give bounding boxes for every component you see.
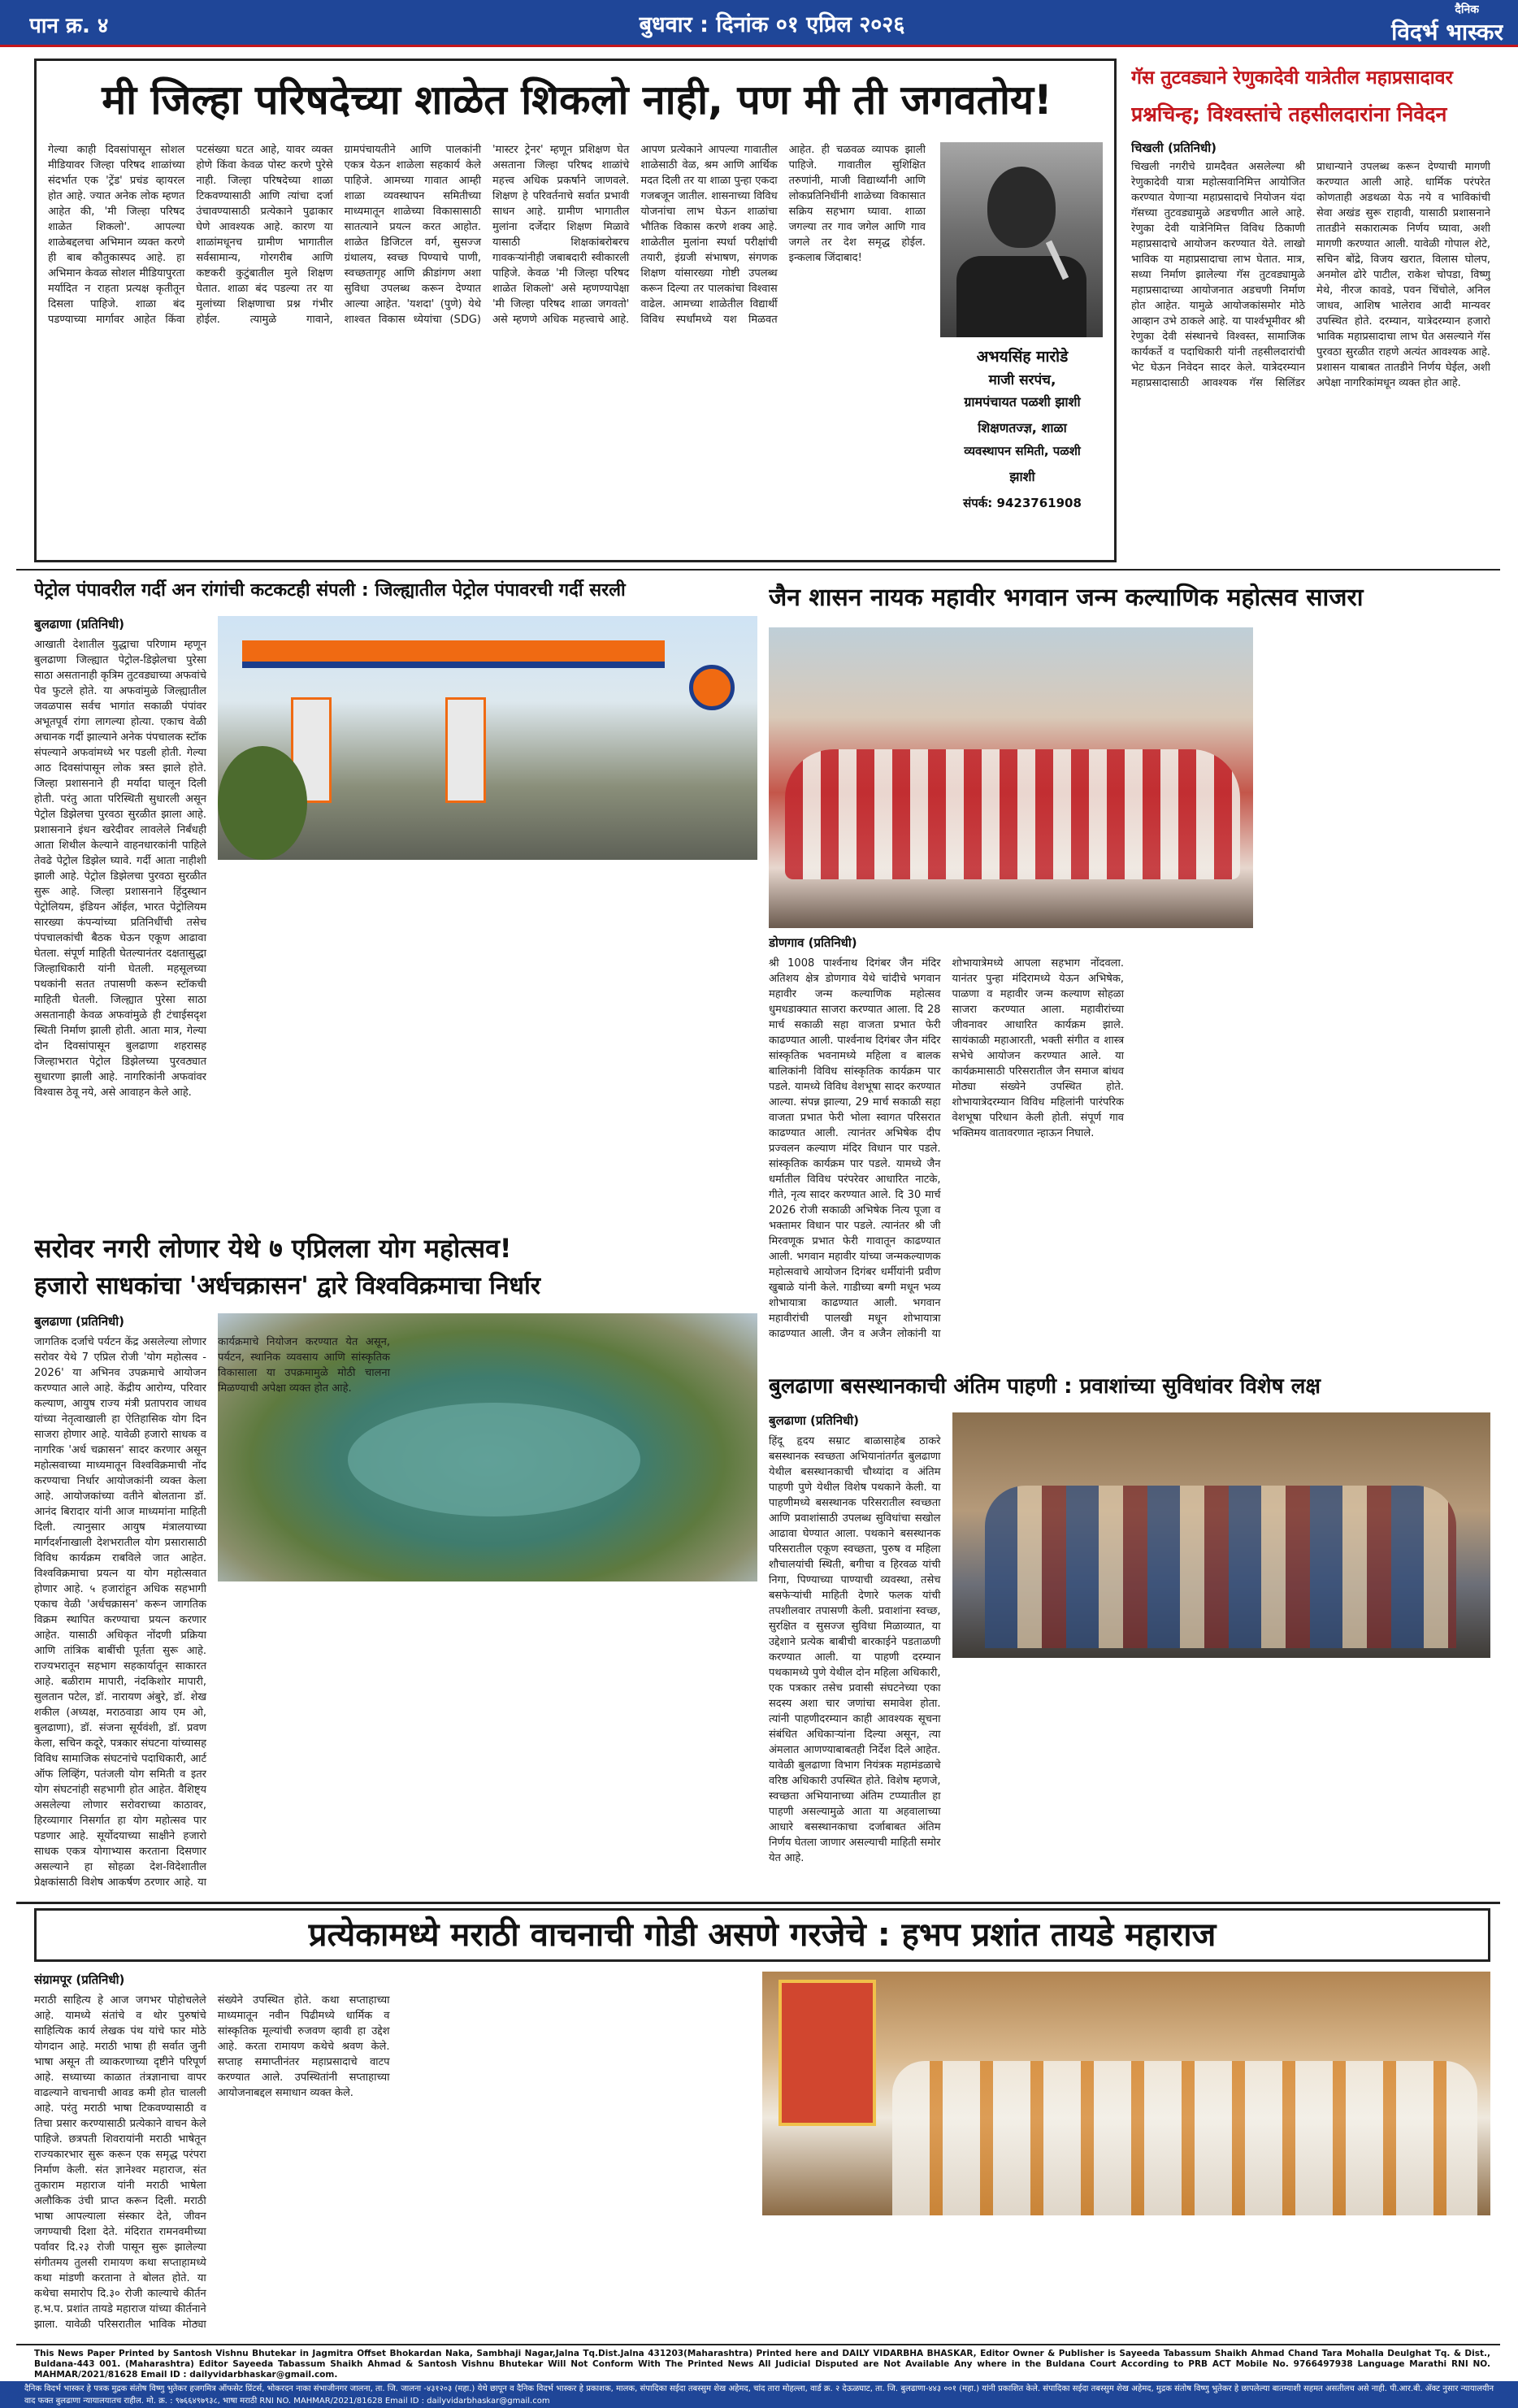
article-body: श्री 1008 पार्श्वनाथ दिगंबर जैन मंदिर अतिशय क्षेत्र डोणगाव येथे चांदीचे भगवान महावीर जन्म कल्याणिक महोत्सव धुमधडाक्यात साजरा करण्यात आला. दि 28 मार्च सकाळी सहा वाजता प्रभात फेरी काढण्यात आली. पार्श्वनाथ दिगंबर जैन मंदिर सांस्कृतिक भवनामध्ये महिला व बालक बालिकांनी विविध सांस्कृतिक कार्यक्रम पार पडले. यामध्ये विविध वेशभूषा सादर करण्यात आल्या. संपन्न झाल्या, 29 मार्च सकाळी सहा वाजता प्रभात फेरी भोला स्वागत परिसरात काढण्यात आली. त्यानंतर अभिषेक दीप प्रज्वलन कल्याण मंदिर विधान पार पडले. सांस्कृतिक कार्यक्रम पार पडले. यामध्ये जैन धर्मातील विविध परंपरेवर आधारित नाटके, गीते, नृत्य सादर करण्यात आले. दि 30 मार्च 2026 रोजी सकाळी अभिषेक नित्य पूजा व भक्तामर विधान पार पडले. त्यानंतर श्री जी मिरवणूक प्रभात फेरी गावातून काढण्यात आली. भगवान महावीर यांच्या जन्मकल्याणक महोत्सवाचे आयोजन दिगंबर धर्मीयांनी प्रवीण खुबाळे यांनी केले. गाडीच्या बग्गी मधून भव्य शोभायात्रा काढण्यात आली. भगवान महावीरांची पालखी मधून शोभायात्रा काढण्यात आली. जैन व अजैन लोकांनी या शोभायात्रेमध्ये आपला सहभाग नोंदवला. यानंतर पुन्हा मंदिरामध्ये येऊन अभिषेक, पाळणा व महावीर जन्म कल्याण सोहळा साजरा करण्यात आला. महावीरांच्या जीवनावर आधारित कार्यक्रम झाले. सायंकाळी महाआरती, भक्ती संगीत व शास्त्र सभेचे आयोजन करण्यात आले. या कार्यक्रमासाठी परिसरातील जैन समाज बांधव मोठ्या संख्येने उपस्थित होते. शोभायात्रेदरम्यान विविध महिलांनी पारंपरिक वेशभूषा परिधान केली होती. संपूर्ण गाव भक्तिमय वातावरणात न्हाऊन निघाले. — [769, 957, 1124, 1340]
byline-name: अभयसिंह मारोडे — [976, 348, 1069, 366]
dateline: बुलढाणा (प्रतिनिधी) — [769, 1413, 860, 1428]
dateline: डोणगाव (प्रतिनिधी) — [769, 935, 857, 950]
article-headline: प्रत्येकामध्ये मराठी वाचनाची गोडी असणे गरजेचे : हभप प्रशांत तायडे महाराज — [308, 1916, 1217, 1954]
page-number: पान क्र. ४ — [29, 14, 109, 38]
imprint-marathi: दैनिक विदर्भ भास्कर हे पत्रक मुद्रक संतोष विष्णु भुतेकर हजगमित्र ऑफसेट प्रिंटर्स, भोकरदन नाका संभाजीनगर जालना, ता. जि. जालना -४३१२०३ (महा.) येथे छापून व दैनिक विदर्भ भास्कर हे प्रकाशक, मालक, संपादिका सईदा तबस्सुम शेख अहेमद, चांद तारा मोहल्ला, वार्ड क्र. २ देऊळघाट, ता. जि. बुलढाणा-४४३ ००१ (महा.) यांनी प्रकाशित केले. संपादिका सईदा तबस्सुम शेख अहेमद, मुद्रक संतोष विष्णु भुतेकर हे छापलेल्या बातम्याशी सहमत असतीलच असे नाही. पी.आर.बी. ॲक्ट नुसार न्यायालयीन वाद फक्त बुलढाणा न्यायालयातच राहील. मो. क्र. : ९७६६४९७९३८, भाषा मराठी RNI NO. MAHMAR/2021/81628 Email ID : dailyvidarbhaskar@gmail.com — [0, 2381, 1518, 2408]
article-headline: गॅस तुटवड्याने रेणुकादेवी यात्रेतील महाप्रसादावर — [1131, 67, 1453, 89]
byline-contact: संपर्क: 9423761908 — [963, 496, 1082, 510]
issue-date: बुधवार : दिनांक ०१ एप्रिल २०२६ — [639, 12, 905, 37]
article-headline: मी जिल्हा परिषदेच्या शाळेत शिकलो नाही, पण मी ती जगवतोय! — [102, 76, 1052, 124]
article-petrol-pump — [34, 574, 757, 1224]
divider — [16, 2344, 1500, 2345]
byline-role: शिक्षणतज्ज्ञ, शाळा — [978, 420, 1067, 436]
article-marathi-reading — [34, 1908, 1490, 2339]
article-body: आखाती देशातील युद्धाचा परिणाम म्हणून बुलढाणा जिल्ह्यात पेट्रोल-डिझेलचा पुरेसा साठा असतानाही कृत्रिम तुटवड्याच्या अफवांचे पेव फुटले होते. या अफवांमुळे जिल्ह्यातील जवळपास सर्वच भागांत सकाळी पंपांवर अभूतपूर्व रांगा लागल्या होत्या. एकाच वेळी अचानक गर्दी झाल्याने अनेक पंपचालक स्टॉक संपल्याने अफवांमध्ये भर पडली होती. गेल्या आठ दिवसांपासून लोक त्रस्त झाले होते. जिल्हा प्रशासनाने ही मर्यादा घालून दिली होती. परंतु आता परिस्थिती सुधारली असून पेट्रोल डिझेलचा पुरवठा सुरळीत झाला आहे. प्रशासनाने इंधन खरेदीवर लावलेले निर्बंधही आता शिथील केल्याने वाहनधारकांनी पाहिले तेवढे पेट्रोल डिझेल घ्यावे. गर्दी आता नाहीशी झाली आहे. पेट्रोल डिझेलचा पुरवठा सुरळीत सुरू आहे. जिल्हा प्रशासनाने हिंदुस्थान पेट्रोलियम, इंडियन ऑईल, भारत पेट्रोलियम सारख्या कंपन्यांच्या प्रतिनिधींची तसेच पंपचालकांची बैठक घेऊन एकूण आढावा घेतला. संपूर्ण माहिती घेतल्यानंतर दक्षतासुद्धा जिल्हाधिकारी यांनी घेतली. महसूलच्या पथकांनी सतत तपासणी करून स्टॉकची माहिती घेतली. जिल्ह्यात पुरेसा साठा असतानाही केवळ अफवांमुळे ही टंचाईसदृश स्थिती निर्माण झाली होती. आता मात्र, गेल्या दोन दिवसांपासून बुलढाणा शहरासह जिल्हाभरात पेट्रोल डिझेलच्या पुरवठ्यात सुधारणा झाली आहे. नागरिकांनी अफवांवर विश्वास ठेवू नये, असे आवाहन केले आहे. — [34, 639, 206, 1099]
brand-logo-text: विदर्भ भास्कर — [1391, 19, 1503, 46]
byline-role: झाशी — [1009, 469, 1035, 484]
article-headline: बुलढाणा बसस्थानकाची अंतिम पाहणी : प्रवाशांच्या सुविधांवर विशेष लक्ष — [769, 1374, 1321, 1399]
brand-tagline: दैनिक — [1455, 3, 1479, 16]
dateline: चिखली (प्रतिनिधी) — [1131, 141, 1217, 155]
dateline: बुलढाणा (प्रतिनिधी) — [34, 617, 125, 631]
procession-photo — [769, 627, 1253, 928]
byline-role: व्यवस्थापन समिती, पळशी — [964, 444, 1081, 458]
byline-role: माजी सरपंच, — [988, 372, 1056, 388]
article-body: हिंदू हृदय सम्राट बाळासाहेब ठाकरे बसस्थानक स्वच्छता अभियानांतर्गत बुलढाणा येथील बसस्थानकाची चौथ्यांदा व अंतिम पाहणी पुणे येथील विशेष पथकाने केली. या पाहणीमध्ये बसस्थानक परिसरातील स्वच्छता आणि प्रवाशांसाठी उपलब्ध सुविधांचा सखोल आढावा घेण्यात आला. पथकाने बसस्थानक परिसरातील एकूण स्वच्छता, पुरुष व महिला शौचालयांची स्थिती, बगीचा व हिरवळ यांची निगा, पिण्याच्या पाण्याची व्यवस्था, तसेच बसफेऱ्यांची माहिती देणारे फलक यांची तपशीलवार तपासणी केली. प्रवाशांना स्वच्छ, सुरक्षित व सुसज्ज सुविधा मिळाव्यात, या उद्देशाने प्रत्येक बाबीची बारकाईने पडताळणी करण्यात आली. या पाहणी दरम्यान पथकामध्ये पुणे येथील दोन महिला अधिकारी, एक पत्रकार तसेच प्रवासी संघटनेच्या एका सदस्य अशा चार जणांचा समावेश होता. त्यांनी पाहणीदरम्यान काही आवश्यक सूचना संबंधित अधिकाऱ्यांना दिल्या असून, त्या अंमलात आणण्याबाबतही निर्देश दिले आहेत. यावेळी बुलढाणा विभाग नियंत्रक महामंडळाचे वरिष्ठ अधिकारी उपस्थित होते. विशेष म्हणजे, स्वच्छता अभियानाच्या अंतिम टप्प्यातील हा पाहणी असल्यामुळे आता या अहवालाच्या आधारे बसस्थानकाचा दर्जाबाबत अंतिम निर्णय घेतला जाणार असल्याची माहिती समोर येत आहे. — [769, 1435, 941, 1864]
headline-banner — [34, 1908, 1490, 1962]
byline-role: ग्रामपंचायत पळशी झाशी — [964, 394, 1081, 410]
article-bus-stand — [769, 1367, 1490, 1895]
article-subheadline: प्रश्नचिन्ह; विश्वस्तांचे तहसीलदारांना निवेदन — [1131, 102, 1447, 126]
person-silhouette-icon — [987, 167, 1056, 248]
dateline: संग्रामपूर (प्रतिनिधी) — [34, 1972, 125, 1987]
podium-icon — [956, 256, 1086, 337]
article-body: गेल्या काही दिवसांपासून सोशल मीडियावर जिल्हा परिषद शाळांच्या संदर्भात एक 'ट्रेंड' प्रचंड व्हायरल होत आहे. ज्यात अनेक लोक म्हणत आहेत की, 'मी जिल्हा परिषद शाळेत शिकलो'. आपल्या शाळेबद्दलचा अभिमान व्यक्त करणे ही बाब कौतुकास्पद आहे. हा अभिमान केवळ सोशल मीडियापुरता मर्यादित न राहता प्रत्यक्ष कृतीतून दिसला पाहिजे. शाळा बंद पडण्याच्या मार्गावर आहेत किंवा पटसंख्या घटत आहे, यावर व्यक्त होणे किंवा केवळ पोस्ट करणे पुरेसे नाही. जिल्हा परिषदेच्या शाळा टिकवण्यासाठी आणि त्यांचा दर्जा उंचावण्यासाठी प्रत्येकाने पुढाकार घेणे आवश्यक आहे. कारण या शाळांमधूनच ग्रामीण भागातील सर्वसामान्य, गोरगरीब आणि कष्टकरी कुटुंबातील मुले शिक्षण घेतात. शाळा बंद पडल्या तर या मुलांच्या शिक्षणाचा प्रश्न गंभीर होईल. त्यामुळे गावाने, ग्रामपंचायतीने आणि पालकांनी एकत्र येऊन शाळेला सहकार्य केले पाहिजे. आमच्या गावात आम्ही शाळा व्यवस्थापन समितीच्या माध्यमातून शाळेच्या विकासासाठी सातत्याने प्रयत्न करत आहोत. शाळेत डिजिटल वर्ग, सुसज्ज ग्रंथालय, स्वच्छ पिण्याचे पाणी, स्वच्छतागृह आणि क्रीडांगण अशा सुविधा उपलब्ध करून देण्यात आल्या आहेत. 'यशदा' (पुणे) येथे शाश्वत विकास ध्येयांचा (SDG) 'मास्टर ट्रेनर' म्हणून प्रशिक्षण घेत असताना जिल्हा परिषद शाळांचे महत्त्व अधिक प्रकर्षाने जाणवले. शिक्षण हे परिवर्तनाचे सर्वात प्रभावी साधन आहे. ग्रामीण भागातील मुलांना दर्जेदार शिक्षण मिळावे यासाठी शिक्षकांबरोबरच गावकऱ्यांनीही जबाबदारी स्वीकारली पाहिजे. केवळ 'मी जिल्हा परिषद शाळेत शिकलो' असे म्हणण्यापेक्षा 'मी जिल्हा परिषद शाळा जगवतो' असे म्हणणे अधिक महत्त्वाचे आहे. आपण प्रत्येकाने आपल्या गावातील शाळेसाठी वेळ, श्रम आणि आर्थिक मदत दिली तर या शाळा पुन्हा एकदा गजबजून जातील. शासनाच्या विविध योजनांचा लाभ घेऊन शाळांचा भौतिक विकास करणे शक्य आहे. शाळेतील मुलांना स्पर्धा परीक्षांची तयारी, इंग्रजी संभाषण, संगणक शिक्षण यांसारख्या गोष्टी उपलब्ध करून दिल्या तर पालकांचा विश्वास वाढेल. आमच्या शाळेतील विद्यार्थी विविध स्पर्धांमध्ये यश मिळवत आहेत. ही चळवळ व्यापक झाली पाहिजे. गावातील सुशिक्षित तरुणांनी, माजी विद्यार्थ्यांनी आणि लोकप्रतिनिधींनी शाळेच्या विकासात सक्रिय सहभाग घ्यावा. शाळा जगल्या तर गाव जगेल आणि गाव जगले तर देश समृद्ध होईल. इन्कलाब जिंदाबाद! — [48, 144, 926, 326]
crowd-silhouette-icon — [785, 749, 1240, 879]
dateline: बुलढाणा (प्रतिनिधी) — [34, 1314, 125, 1329]
speaker-photo — [940, 142, 1103, 337]
article-body: मराठी साहित्य हे आज जगभर पोहोचलेले आहे. यामध्ये संतांचे व थोर पुरुषांचे साहित्यिक कार्य लेखक पंथ यांचे फार मोठे योगदान आहे. मराठी भाषा ही सर्वात जुनी भाषा असून ती व्याकरणाच्या दृष्टीने परिपूर्ण आहे. सध्याच्या काळात तंत्रज्ञानाचा वापर वाढल्याने वाचनाची आवड कमी होत चालली आहे. परंतु मराठी भाषा टिकवण्यासाठी व तिचा प्रसार करण्यासाठी प्रत्येकाने वाचन केले पाहिजे. छत्रपती शिवरायांनी मराठी भाषेतून राज्यकारभार सुरू करून एक समृद्ध परंपरा निर्माण केली. संत ज्ञानेश्वर महाराज, संत तुकाराम महाराज यांनी मराठी भाषेला अलौकिक उंची प्राप्त करून दिली. मराठी भाषा आपल्याला संस्कार देते, जीवन जगण्याची दिशा देते. मंदिरात रामनवमीच्या पर्वावर दि.२३ रोजी पासून सुरू झालेल्या संगीतमय तुलसी रामायण कथा सप्ताहामध्ये कथा मांडणी करताना ते बोलत होते. या कथेचा समारोप दि.३० रोजी काल्याचे कीर्तन ह.भ.प. प्रशांत तायडे महाराज यांच्या कीर्तनाने झाला. यावेळी परिसरातील भाविक मोठ्या संख्येने उपस्थित होते. कथा सप्ताहाच्या माध्यमातून नवीन पिढीमध्ये धार्मिक व सांस्कृतिक मूल्यांची रुजवण व्हावी हा उद्देश आहे. करता रामायण कथेचे श्रवण केले. सप्ताह समाप्तीनंतर महाप्रसादाचे वाटप करण्यात आले. उपस्थितांनी सप्ताहाच्या आयोजनाबद्दल समाधान व्यक्त केले. — [34, 1994, 390, 2331]
masthead — [0, 0, 1518, 47]
article-body: जागतिक दर्जाचे पर्यटन केंद्र असलेल्या लोणार सरोवर येथे 7 एप्रिल रोजी 'योग महोत्सव - 2026' या अभिनव उपक्रमाचे आयोजन करण्यात आले आहे. केंद्रीय आरोग्य, परिवार कल्याण, आयुष राज्य मंत्री प्रतापराव जाधव यांच्या नेतृत्वाखाली हा ऐतिहासिक योग दिन साजरा होणार आहे. यावेळी हजारो साधक व नागरिक 'अर्ध चक्रासन' सादर करणार असून महोत्सवाच्या माध्यमातून विश्वविक्रमाची नोंद करण्याचा निर्धार आयोजकांनी व्यक्त केला आहे. आयोजकांच्या वतीने बोलताना डॉ. आनंद बिरादार यांनी आज माध्यमांना माहिती दिली. त्यानुसार आयुष मंत्रालयाच्या मार्गदर्शनाखाली देशभरातील योग प्रसारासाठी विविध कार्यक्रम राबविले जात आहेत. विश्वविक्रमाचा प्रयत्न या योग महोत्सवात होणार आहे. ५ हजारांहून अधिक सहभागी एकाच वेळी 'अर्धचक्रासन' करून जागतिक विक्रम स्थापित करण्याचा प्रयत्न करणार आहेत. यासाठी अधिकृत नोंदणी प्रक्रिया आणि तांत्रिक बाबींची पूर्तता सुरू आहे. राज्यभरातून सहभाग सहकार्यातून साकारत आहे. बळीराम मापारी, नंदकिशोर मापारी, सुलतान पटेल, डॉ. नारायण अंबुरे, डॉ. शेख शकील (अध्यक्ष, मराठवाडा आय एम ओ, बुलढाणा), डॉ. संजना सूर्यवंशी, डॉ. प्रवण केला, सचिन कदूरे, पत्रकार संघटना यांच्यासह विविध सामाजिक संघटनांचे पदाधिकारी, आर्ट ऑफ लिव्हिंग, पतंजली योग समिती व इतर योग संघटनांही सहभागी होत आहेत. वैशिष्ट्य असलेल्या लोणार सरोवराच्या काठावर, हिरव्यागार निसर्गात हा योग महोत्सव पार पडणार आहे. सूर्योदयाच्या साक्षीने हजारो साधक एकत्र योगाभ्यास करताना दिसणार असल्याने हा सोहळा देश-विदेशातील प्रेक्षकांसाठी विशेष आकर्षण ठरणार आहे. या कार्यक्रमाचे नियोजन करण्यात येत असून, पर्यटन, स्थानिक व्यवसाय आणि सांस्कृतिक विकासाला या उपक्रमामुळे मोठी चालना मिळण्याची अपेक्षा व्यक्त होत आहे. — [34, 1336, 390, 1889]
article-gas-shortage — [1131, 59, 1490, 556]
article-headline: सरोवर नगरी लोणार येथे ७ एप्रिलला योग महोत्सव! — [34, 1233, 512, 1264]
article-lonar-yoga — [34, 1229, 757, 1895]
article-mahavir-jayanti — [769, 574, 1490, 1360]
article-subheadline: हजारो साधकांचा 'अर्धचक्रासन' द्वारे विश्वविक्रमाचा निर्धार — [34, 1272, 540, 1300]
article-body: चिखली नगरीचे ग्रामदैवत असलेल्या श्री रेणुकादेवी यात्रा महोत्सवानिमित्त आयोजित करण्यात येणाऱ्या महाप्रसादाचे नियोजन यंदा गॅसच्या तुटवड्यामुळे अडचणीत आले आहे. रेणुका देवी यात्रेनिमित्त विविध ठिकाणी महाप्रसादाचे आयोजन करण्यात येते. लाखो भाविक या महाप्रसादाचा लाभ घेतात. मात्र, सध्या निर्माण झालेल्या गॅस तुटवड्यामुळे महाप्रसादाच्या आयोजनात अडचणी निर्माण होत आहेत. यामुळे आयोजकांसमोर मोठे आव्हान उभे ठाकले आहे. या पार्श्वभूमीवर श्री रेणुका देवी संस्थानचे विश्वस्त, सामाजिक कार्यकर्ते व पदाधिकारी यांनी तहसीलदारांची भेट घेऊन निवेदन सादर केले. यात्रेदरम्यान महाप्रसादासाठी आवश्यक गॅस सिलिंडर प्राधान्याने उपलब्ध करून देण्याची मागणी करण्यात आली आहे. धार्मिक परंपरेत कोणताही अडथळा येऊ नये व भाविकांची सेवा अखंड सुरू राहावी, यासाठी प्रशासनाने तातडीने सकारात्मक निर्णय घ्यावा, अशी मागणी करण्यात आली. यावेळी गोपाल शेटे, सचिन बोंद्रे, विजय खरात, विलास घोलप, अनमोल ढोरे पाटील, राकेश चोपडा, विष्णु मेथे, नीरज कावडे, पवन चिंचोले, अनिल जाधव, आशिष भालेराव आदी मान्यवर उपस्थित होते. दरम्यान, यात्रेदरम्यान हजारो भाविक महाप्रसादाचा लाभ घेत असल्याने गॅस पुरवठा सुरळीत राहणे अत्यंत आवश्यक आहे. प्रशासन याबाबत तातडीने निर्णय घेईल, अशी अपेक्षा नागरिकांमधून व्यक्त होत आहे. — [1131, 161, 1490, 389]
divider — [16, 1902, 1500, 1904]
divider — [16, 569, 1500, 571]
article-zp-school — [34, 59, 1117, 562]
article-headline: जैन शासन नायक महावीर भगवान जन्म कल्याणिक महोत्सव साजरा — [769, 584, 1364, 612]
article-headline: पेट्रोल पंपावरील गर्दी अन रांगांची कटकटही संपली : जिल्ह्यातील पेट्रोल पंपावरची गर्दी सरली — [34, 580, 626, 601]
imprint-english: This News Paper Printed by Santosh Vishnu Bhutekar in Jagmitra Offset Bhokardan Naka, Sambhaji Nagar,Jalna Tq.Dist.Jalna 431203(Maharashtra) Printed here and DAILY VIDARBHA BHASKAR, Editor Owner & Publisher is Sayeeda Tabassum Shaikh Ahmad Chand Tara Mohalla Deulghat Tq. & Dist., Buldana-443 001. (Maharashtra) Editor Sayeeda Tabassum Shaikh Ahmad & Santosh Vishnu Bhutekar Will Not Conform With The Printed News All Judicial Disputed are Not Available Any where in the Buldana Court According to PRB ACT Mobile No. 9766497938 Language Marathi RNI NO. MAHMAR/2021/81628 Email ID : dailyvidarbhaskar@gmail.com. — [34, 2349, 1490, 2380]
